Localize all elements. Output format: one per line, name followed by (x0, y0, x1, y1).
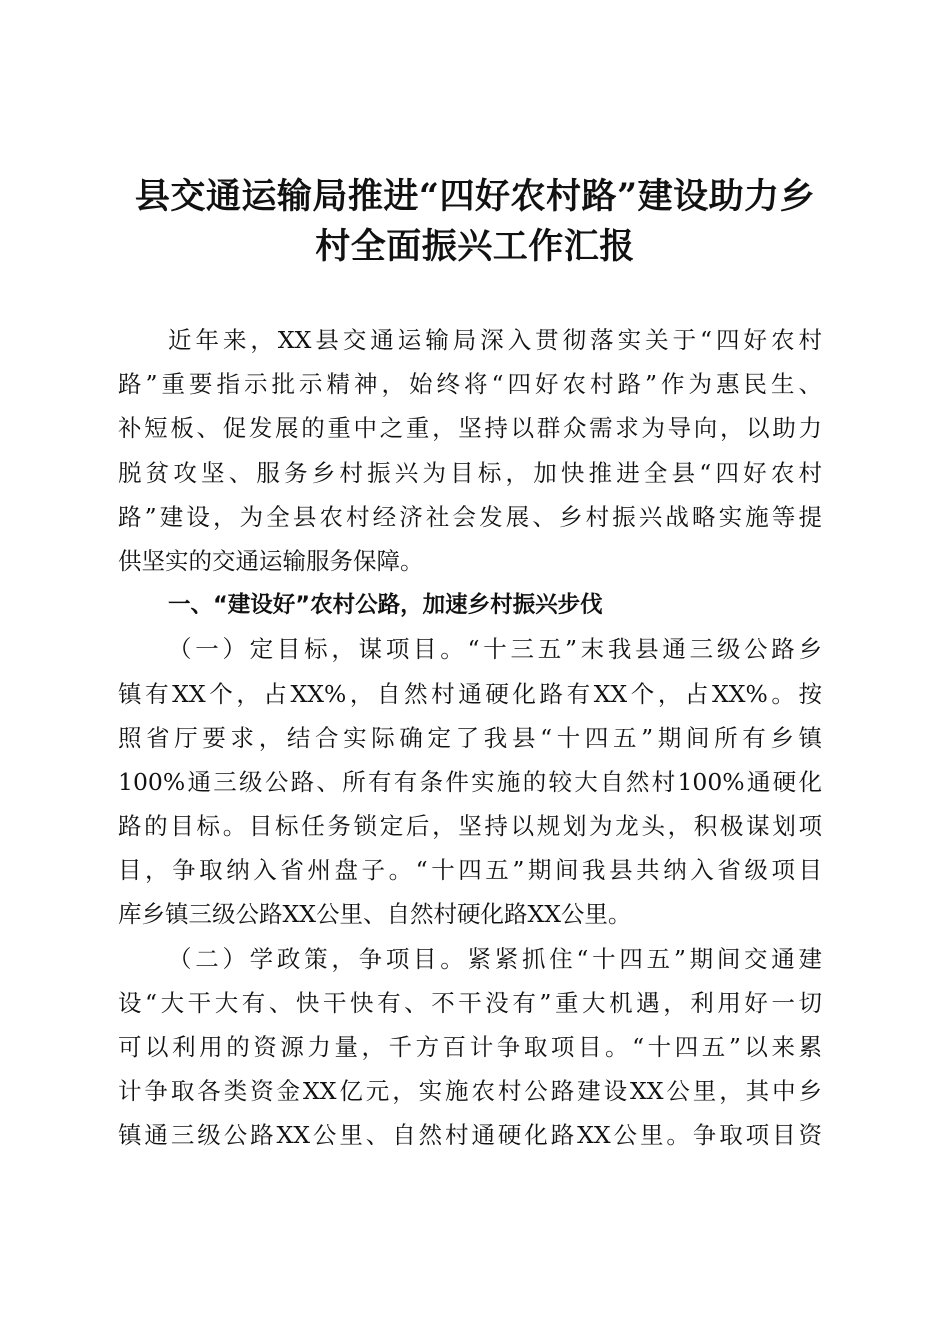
document-title (110, 172, 840, 272)
intro-line: 脱贫攻坚、服务乡村振兴为目标，加快推进全县“四好农村 (118, 458, 822, 487)
subsection-line: 路的目标。目标任务锁定后，坚持以规划为龙头，积极谋划项 (118, 812, 822, 841)
subsection-line: 镇通三级公路XX公里、自然村通硬化路XX公里。争取项目资 (118, 1121, 822, 1150)
subsection-line: 可以利用的资源力量，千方百计争取项目。“十四五”以来累 (118, 1033, 822, 1061)
document-body (118, 318, 822, 1158)
intro-line: 路”重要指示批示精神，始终将“四好农村路”作为惠民生、 (118, 370, 822, 399)
intro-line: 供坚实的交通运输服务保障。 (118, 546, 424, 575)
title-line: 县交通运输局推进“四好农村路”建设助力乡 (134, 176, 816, 217)
subsection-line: 100%通三级公路、所有有条件实施的较大自然村100%通硬化 (118, 767, 822, 796)
title-line: 村全面振兴工作汇报 (315, 226, 635, 267)
subsection-text: “十三五”末我县通三级公路乡 (467, 635, 822, 664)
subsection-text: 紧紧抓住“十四五”期间交通建 (467, 944, 822, 973)
intro-line: 路”建设，为全县农村经济社会发展、乡村振兴战略实施等提 (118, 502, 822, 531)
intro-line: 近年来，XX县交通运输局深入贯彻落实关于“四好农村 (168, 326, 822, 354)
intro-line: 补短板、促发展的重中之重，坚持以群众需求为导向，以助力 (118, 414, 822, 443)
subsection-line: 计争取各类资金XX亿元，实施农村公路建设XX公里，其中乡 (118, 1077, 822, 1106)
subsection-first-line (118, 937, 822, 981)
subsection-line: 设“大干大有、快干快有、不干没有”重大机遇，利用好一切 (118, 988, 822, 1017)
subsection-lead: （二）学政策，争项目。 (168, 944, 468, 973)
subsection-first-line (118, 627, 822, 671)
subsection-line: 镇有XX个，占XX%，自然村通硬化路有XX个，占XX%。按 (118, 679, 822, 708)
subsection-lead: （一）定目标，谋项目。 (168, 635, 468, 664)
subsection-line: 库乡镇三级公路XX公里、自然村硬化路XX公里。 (118, 900, 632, 929)
subsection-line: 目，争取纳入省州盘子。“十四五”期间我县共纳入省级项目 (118, 856, 822, 885)
section-heading: 一、“建设好”农村公路，加速乡村振兴步伐 (168, 592, 603, 619)
subsection-line: 照省厅要求，结合实际确定了我县“十四五”期间所有乡镇 (118, 723, 822, 752)
